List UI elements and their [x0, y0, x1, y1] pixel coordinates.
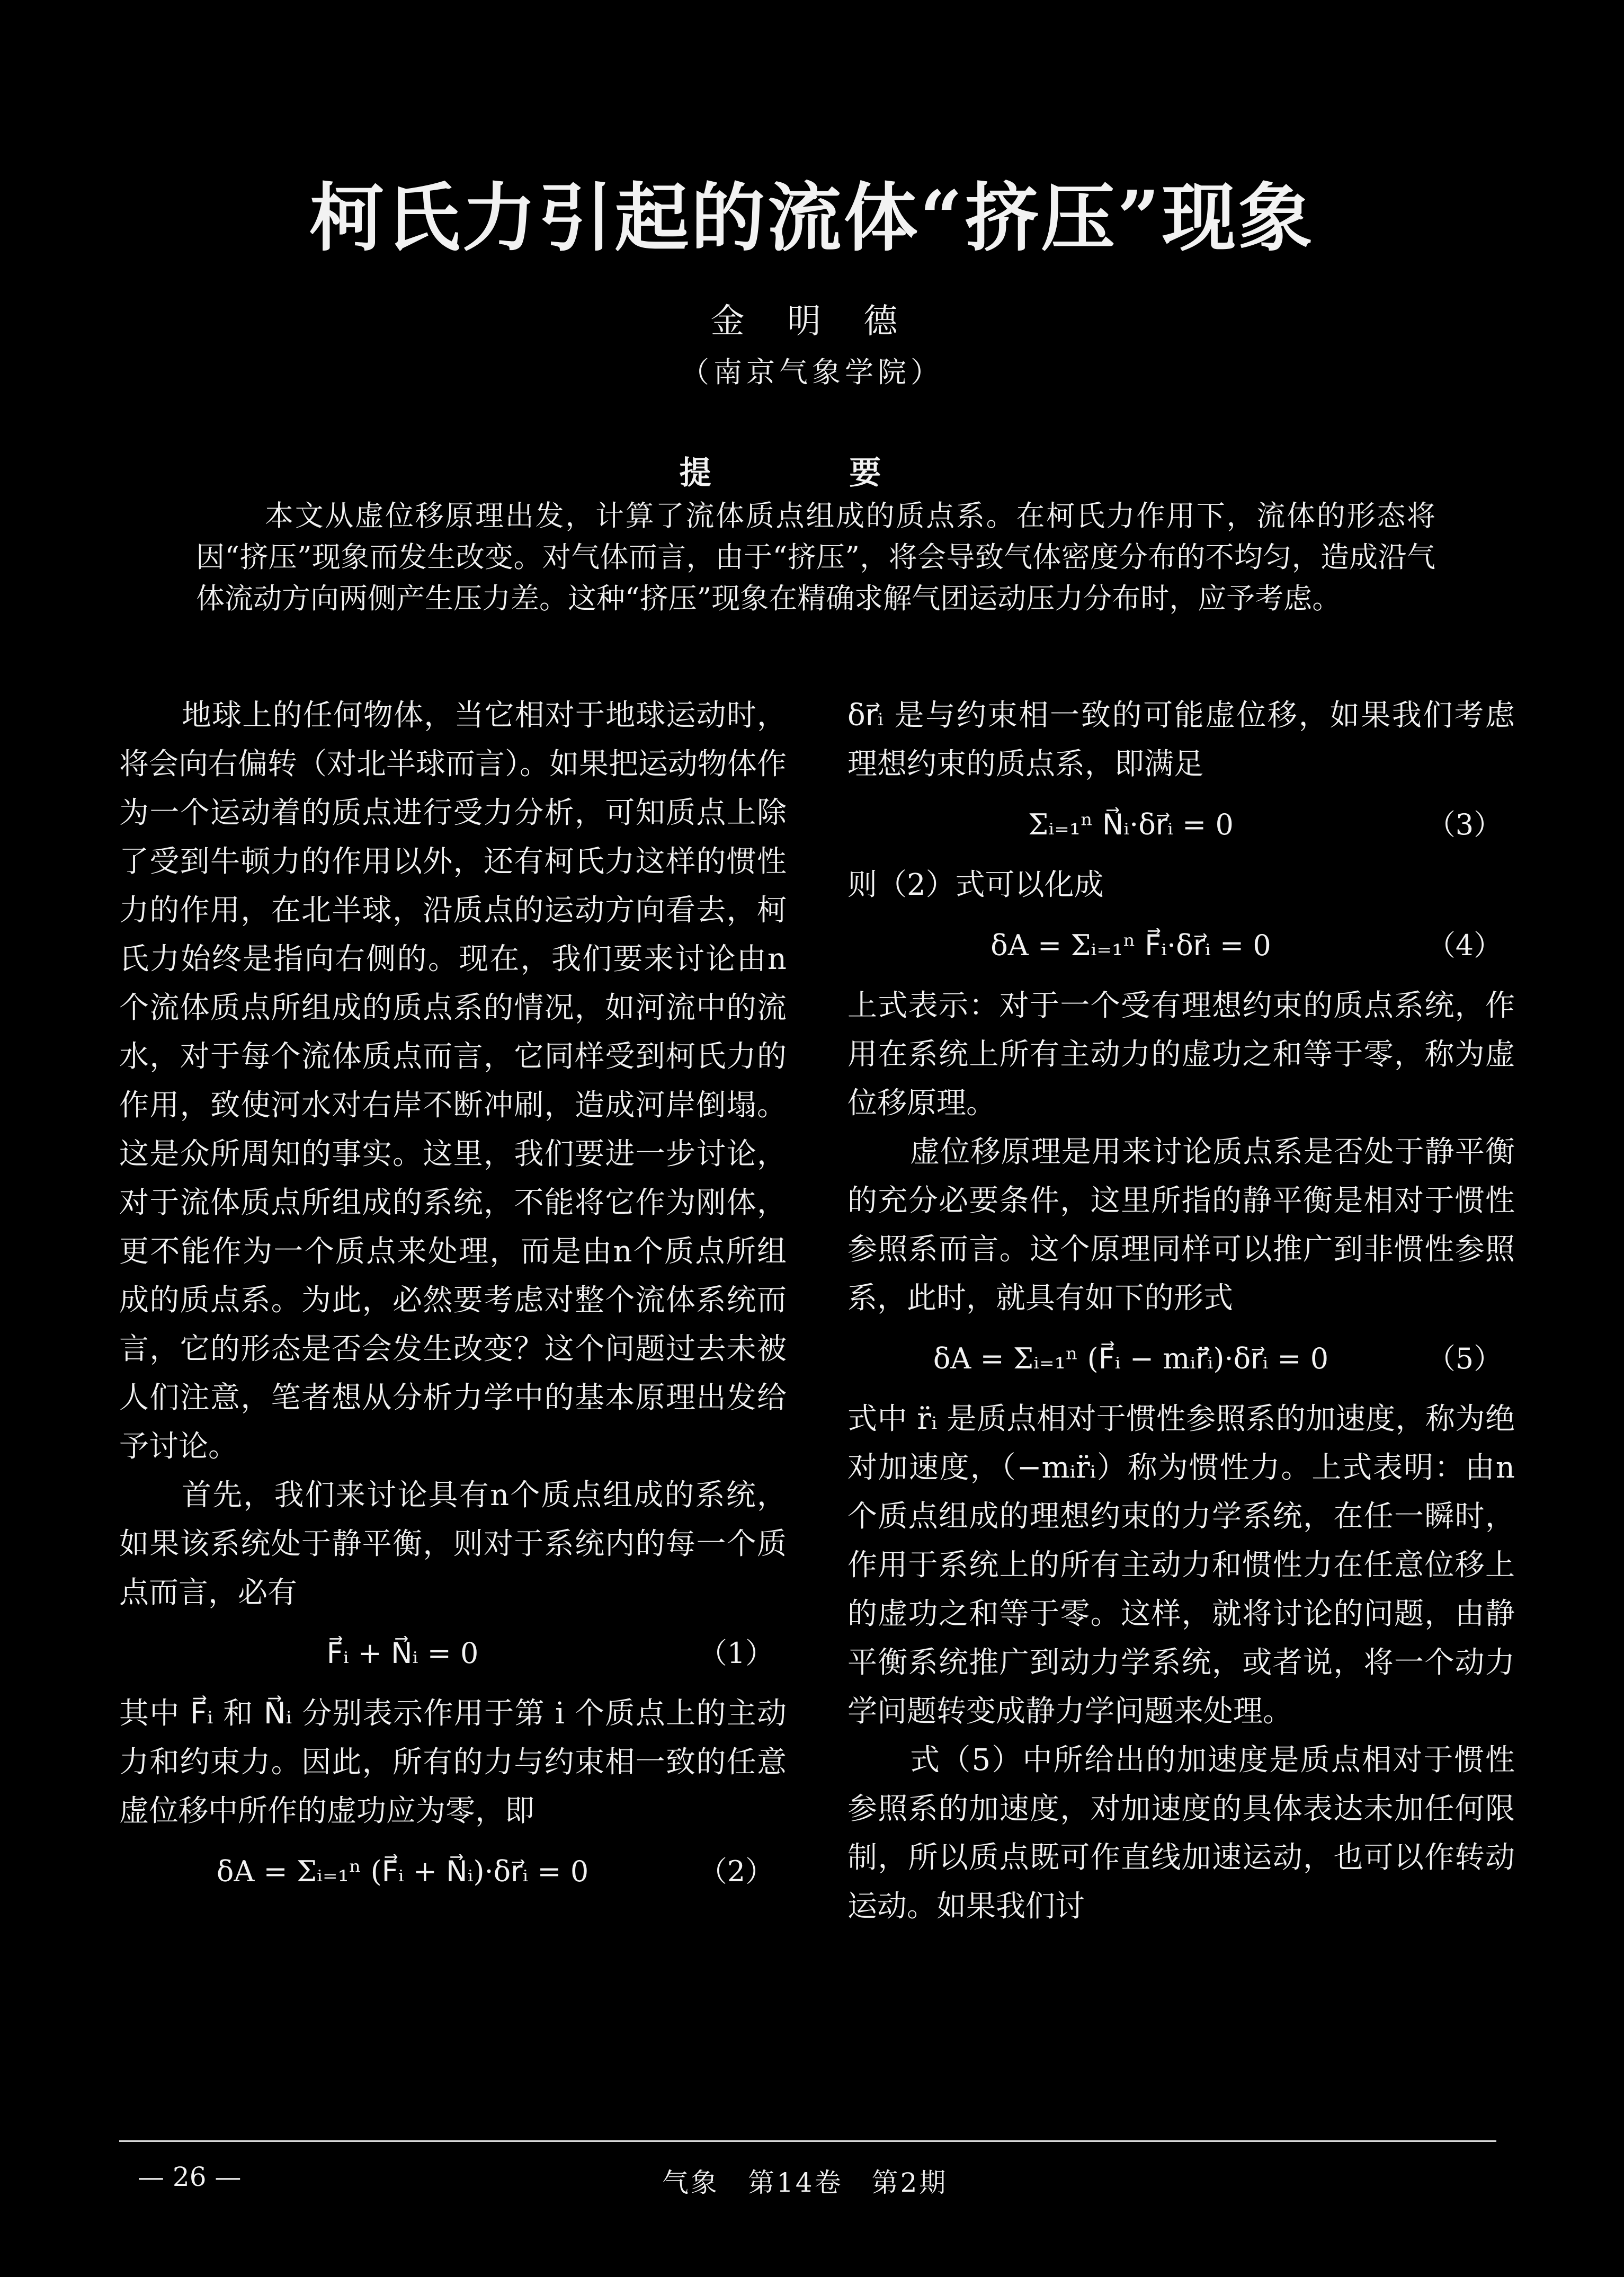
right-paragraph-2: 则（2）式可以化成: [847, 868, 1104, 902]
equation-3-formula: Σᵢ₌₁ⁿ N⃗ᵢ·δr⃗ᵢ = 0: [1028, 808, 1234, 841]
author-affiliation: （南京气象学院）: [681, 355, 943, 389]
left-paragraph-1: 地球上的任何物体，当它相对于地球运动时，将会向右偏转（对北半球而言）。如果把运动物体作为一个运动着的质点进行受力分析，可知质点上除了受到牛顿力的作用以外，还有柯氏力这样的惯性力的作用，在北半球，沿质点的运动方向看去，柯氏力始终是指向右侧的。现在，我们要来讨论由n个流体质点所组成的质点系的情况，如河流中的流水，对于每个流体质点而言，它同样受到柯氏力的作用，致使河水对右岸不断冲刷，造成河岸倒塌。这是众所周知的事实。这里，我们要进一步讨论，对于流体质点所组成的系统，不能将它作为刚体，更不能作为一个质点来处理，而是由n个质点所组成的质点系。为此，必然要考虑对整个流体系统而言，它的形态是否会发生改变？这个问题过去未被人们注意，笔者想从分析力学中的基本原理出发给予讨论。: [119, 698, 787, 1464]
journal-info: 气象 第14卷 第2期: [662, 2167, 948, 2198]
right-paragraph-6: 式（5）中所给出的加速度是质点相对于惯性参照系的加速度，对加速度的具体表达未加任何限制，所以质点既可作直线加速运动，也可以作转动运动。如果我们讨: [847, 1743, 1515, 1924]
right-paragraph-4: 虚位移原理是用来讨论质点系是否处于静平衡的充分必要条件，这里所指的静平衡是相对于惯性参照系而言。这个原理同样可以推广到非惯性参照系，此时，就具有如下的形式: [847, 1135, 1515, 1315]
equation-4-number: （4）: [1426, 929, 1503, 962]
footer-divider: [119, 2140, 1496, 2142]
right-paragraph-1: δr⃗ᵢ 是与约束相一致的可能虚位移，如果我们考虑理想约束的质点系，即满足: [847, 698, 1515, 781]
left-column: [119, 691, 787, 1908]
abstract-text: 本文从虚位移原理出发，计算了流体质点组成的质点系。在柯氏力作用下，流体的形态将因“挤压”现象而发生改变。对气体而言，由于“挤压”，将会导致气体密度分布的不均匀，造成沿气体流动方向两侧产生压力差。这种“挤压”现象在精确求解气团运动压力分布时，应予考虑。: [196, 499, 1435, 615]
right-paragraph-5: 式中 r̈ᵢ 是质点相对于惯性参照系的加速度，称为绝对加速度，（−mᵢr̈ᵢ）称为惯性力。上式表明：由n个质点组成的理想约束的力学系统，在任一瞬时，作用于系统上的所有主动力和惯性力在任意位移上的虚功之和等于零。这样，就将讨论的问题，由静平衡系统推广到动力学系统，或者说，将一个动力学问题转变成静力学问题来处理。: [847, 1402, 1515, 1729]
right-paragraph-3: 上式表示：对于一个受有理想约束的质点系统，作用在系统上所有主动力的虚功之和等于零，称为虚位移原理。: [847, 989, 1515, 1120]
equation-2: [119, 1840, 787, 1904]
equation-4: [847, 914, 1515, 977]
equation-5: [847, 1327, 1515, 1391]
author-name: 金 明 德: [710, 302, 914, 341]
equation-1-number: （1）: [698, 1636, 774, 1670]
equation-3-number: （3）: [1426, 808, 1503, 841]
equation-5-number: （5）: [1426, 1342, 1503, 1375]
left-paragraph-2: 首先，我们来讨论具有n个质点组成的系统，如果该系统处于静平衡，则对于系统内的每一个质点而言，必有: [119, 1478, 787, 1610]
equation-2-number: （2）: [698, 1855, 774, 1888]
left-paragraph-3: 其中 F⃗ᵢ 和 N⃗ᵢ 分别表示作用于第 i 个质点上的主动力和约束力。因此，所有的力与约束相一致的任意虚位移中所作的虚功应为零，即: [119, 1696, 787, 1828]
page-number: — 26 —: [138, 2162, 242, 2192]
equation-1: [119, 1622, 787, 1685]
right-column: [847, 691, 1515, 1931]
equation-2-formula: δA = Σᵢ₌₁ⁿ (F⃗ᵢ + N⃗ᵢ)·δr⃗ᵢ = 0: [216, 1855, 589, 1888]
equation-4-formula: δA = Σᵢ₌₁ⁿ F⃗ᵢ·δr⃗ᵢ = 0: [991, 929, 1271, 962]
abstract-heading: 提 要: [679, 455, 945, 492]
equation-3: [847, 793, 1515, 857]
equation-1-formula: F⃗ᵢ + N⃗ᵢ = 0: [326, 1636, 479, 1670]
equation-5-formula: δA = Σᵢ₌₁ⁿ (F⃗ᵢ − mᵢr̈⃗ᵢ)·δr⃗ᵢ = 0: [933, 1342, 1329, 1375]
paper-title: 柯氏力引起的流体“挤压”现象: [309, 175, 1315, 262]
